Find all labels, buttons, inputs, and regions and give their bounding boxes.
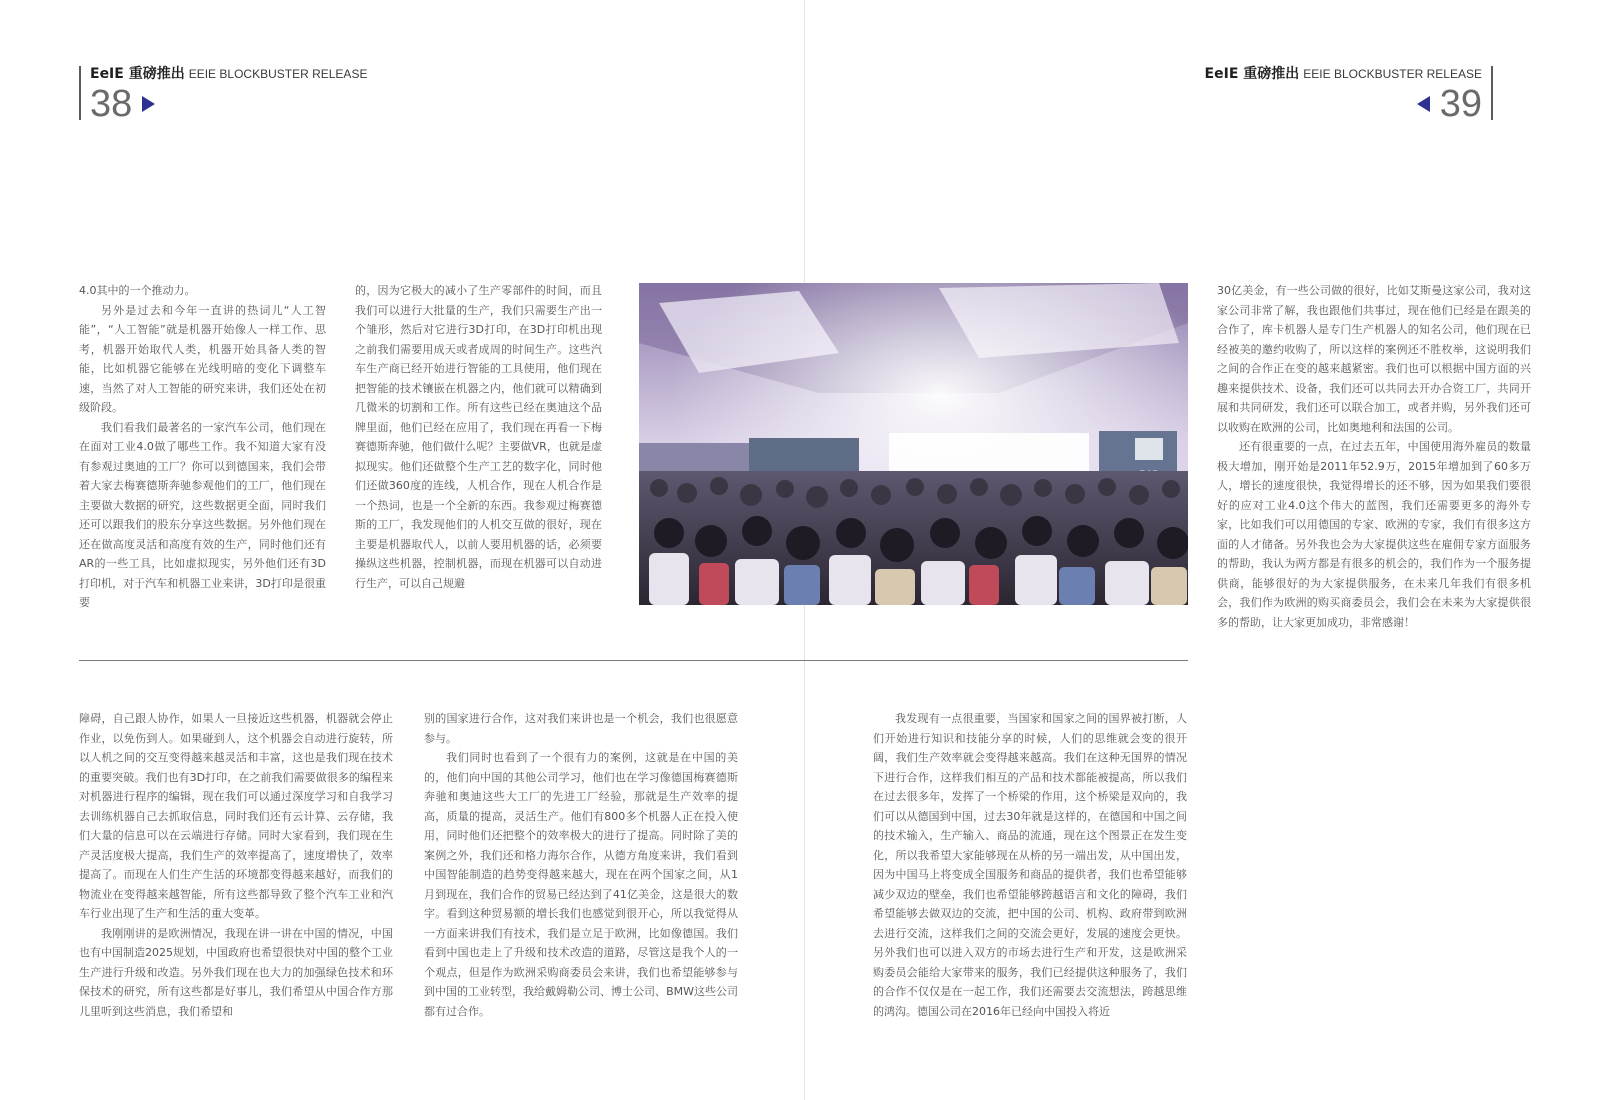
header-right-brand: EeIE 重磅推出 bbox=[1204, 66, 1300, 82]
section-rule bbox=[79, 660, 1188, 661]
header-left-subtitle: EEIE BLOCKBUSTER RELEASE bbox=[188, 67, 368, 81]
paragraph: 别的国家进行合作，这对我们来讲也是一个机会，我们也很愿意参与。 bbox=[424, 712, 738, 745]
header-right-subtitle: EEIE BLOCKBUSTER RELEASE bbox=[1303, 67, 1482, 81]
text-column-top-left-2 bbox=[355, 281, 602, 593]
paragraph: 我刚刚讲的是欧洲情况，我现在讲一讲在中国的情况，中国也有中国制造2025规划，中国政府也希望很快对中国的整个工业生产进行升级和改造。另外我们现在也大力的加强绿色技术和环保技术的研究，所有这些都是好事儿，我们希望从中国合作方那儿里听到这些消息，我们希望和 bbox=[79, 926, 393, 1018]
text-column-bottom-left-1 bbox=[79, 709, 393, 1021]
paragraph: 我发现有一点很重要，当国家和国家之间的国界被打断，人们开始进行知识和技能分享的时候，人们的思维就会变的很开阔，我们生产效率就会变得越来越高。我们在这种无国界的情况下进行合作，这样我们相互的产品和技术都能被提高，所以我们在过去很多年，发挥了一个桥梁的作用，这个桥梁是双向的，我们可以从德国到中国，过去30年就是这样的，在德国和中国之间的技术输入，生产输入、商品的流通，现在这个图景正在发生变化，所以我希望大家能够现在从桥的另一端出发，从中国出发，因为中国马上将变成全国服务和商品的提供者，我们也希望能够减少双边的壁垒，我们也希望能够跨越语言和文化的障碍，我们希望能够去做双边的交流，把中国的公司、机构、政府带到欧洲去进行交流，这样我们之间的交流会更好，发展的速度会更快。另外我们也可以进入双方的市场去进行生产和开发，这是欧洲采购委员会能给大家带来的服务，我们已经提供这种服务了，我们的合作不仅仅是在一起工作，我们还需要去交流想法，跨越思维的鸿沟。德国公司在2016年已经向中国投入将近 bbox=[873, 712, 1187, 1018]
conference-photo bbox=[639, 283, 1188, 605]
text-column-bottom-left-2 bbox=[424, 709, 738, 1021]
header-left bbox=[79, 66, 368, 125]
paragraph: 我们同时也看到了一个很有力的案例，这就是在中国的美的，他们向中国的其他公司学习，他们也在学习像德国梅赛德斯奔驰和奥迪这些大工厂的先进工厂经验，那就是生产效率的提高，质量的提高，灵活生产。他们有800多个机器人正在投入使用，同时他们还把整个的效率极大的进行了提高。同时除了美的案例之外，我们还和格力海尔合作，从德方角度来讲，我们看到中国智能制造的趋势变得越来越大，现在在两个国家之间，从1月到现在，我们合作的贸易已经达到了41亿美金，这是很大的数字。看到这种贸易额的增长我们也感觉到很开心，所以我觉得从一方面来讲我们有技术，我们是立足于欧洲，比如像德国。我们看到中国也走上了升级和技术改造的道路，尽管这是我个人的一个观点，但是作为欧洲采购商委员会来讲，我们也希望能够参与到中国的工业转型，我给戴姆勒公司、博士公司、BMW这些公司都有过合作。 bbox=[424, 751, 738, 1018]
header-left-brand: EeIE 重磅推出 bbox=[90, 66, 185, 82]
paragraph: 另外是过去和今年一直讲的热词儿“人工智能”，“人工智能”就是机器开始像人一样工作、思考，机器开始取代人类，机器开始具备人类的智能，比如机器它能够在光线明暗的变化下调整车速，当然了对人工智能的研究来讲，我们还处在初级阶段。 bbox=[79, 303, 326, 414]
paragraph: 还有很重要的一点，在过去五年，中国使用海外雇员的数量极大增加，刚开始是2011年52.9万，2015年增加到了60多万人，增长的速度很快，我觉得增长的还不够，因为如果我们要很好的应对工业4.0这个伟大的蓝图，我们还需要更多的海外专家，比如我们可以用德国的专家、欧洲的专家，我们有很多这方面的人才储备。另外我也会为大家提供这些在雇佣专家方面服务的帮助，我认为两方都是有很多的机会的，我们作为一个服务提供商，能够很好的为大家提供服务，在未来几年我们有很多机会，我们作为欧洲的购买商委员会，我们会在未来为大家提供很多的帮助，让大家更加成功，非常感谢！ bbox=[1217, 440, 1531, 629]
text-column-top-left-1 bbox=[79, 281, 326, 613]
paragraph: 我们看我们最著名的一家汽车公司，他们现在在面对工业4.0做了哪些工作。我不知道大家有没有参观过奥迪的工厂？你可以到德国来，我们会带着大家去梅赛德斯奔驰参观他们的工厂，他们现在主要做大数据的研究，这些数据更全面，同时我们还可以跟我们的股东分享这些数据。另外他们现在还在做高度灵活和高度有效的生产，同时他们还有AR的一些工具，比如虚拟现实，另外他们还有3D打印机，对于汽车和机器工业来讲，3D打印是很重要 bbox=[79, 420, 326, 609]
page-number-left: 38 bbox=[90, 83, 133, 125]
text-column-top-right bbox=[1217, 281, 1531, 632]
header-right bbox=[1204, 66, 1493, 125]
paragraph: 障碍，自己跟人协作，如果人一旦接近这些机器，机器就会停止作业，以免伤到人。如果碰到人，这个机器会自动进行旋转，所以人机之间的交互变得越来越灵活和丰富，这也是我们现在技术的重要突破。我们也有3D打印，在之前我们需要做很多的编程来对机器进行程序的编辑，现在我们可以通过深度学习和自我学习去训练机器自己去抓取信息，同时我们还有云计算、云存储，我们大量的信息可以在云端进行存储。同时大家看到，我们现在生产灵活度极大提高，我们生产的效率提高了，速度增快了，效率提高了。而现在人们生产生活的环境都变得越来越好，而我们的物流业在变得越来越智能，所有这些都导致了整个汽车工业和汽车行业出现了生产和生活的重大变革。 bbox=[79, 712, 393, 920]
paragraph: 4.0其中的一个推动力。 bbox=[79, 284, 196, 297]
triangle-right-icon bbox=[142, 96, 155, 112]
header-left-title bbox=[90, 66, 367, 83]
header-left-page bbox=[90, 85, 367, 123]
paragraph: 30亿美金，有一些公司做的很好，比如艾斯曼这家公司，我对这家公司非常了解，我也跟他们共事过，现在他们已经是在跟美的合作了，库卡机器人是专门生产机器人的知名公司，他们现在已经被美的邀约收购了，所以这样的案例还不胜枚举，这说明我们之间的合作正在变的越来越紧密。我们也可以根据中国方面的兴趣来提供技术、设备，我们还可以共同去开办合资工厂，共同开展和共同研发，我们还可以联合加工，或者并购，另外我们还可以收购在欧洲的公司，比如奥地利和法国的公司。 bbox=[1217, 284, 1531, 434]
header-right-title bbox=[1205, 66, 1482, 83]
text-column-bottom-right bbox=[873, 709, 1187, 1021]
triangle-left-icon bbox=[1417, 96, 1430, 112]
paragraph: 的，因为它极大的减小了生产零部件的时间，而且我们可以进行大批量的生产，我们只需要生产出一个雏形，然后对它进行3D打印，在3D打印机出现之前我们需要用成天或者成周的时间生产。这些汽车生产商已经开始进行智能的工具使用，他们现在把智能的技术镶嵌在机器之内，他们就可以精确到几微米的切割和工作。所有这些已经在奥迪这个品牌里面，他们已经在应用了，我们现在再看一下梅赛德斯奔驰，他们做什么呢？主要做VR，也就是虚拟现实。他们还做整个生产工艺的数字化，同时他们还做360度的连线，人机合作，现在人机合作是一个热词，也是一个全新的东西。我参观过梅赛德斯的工厂，我发现他们的人机交互做的很好，现在主要是机器取代人，以前人要用机器的话，必须要操纵这些机器，控制机器，而现在机器可以自动进行生产，可以自己规避 bbox=[355, 284, 602, 590]
page-number-right: 39 bbox=[1439, 83, 1482, 125]
header-right-page bbox=[1205, 85, 1482, 123]
